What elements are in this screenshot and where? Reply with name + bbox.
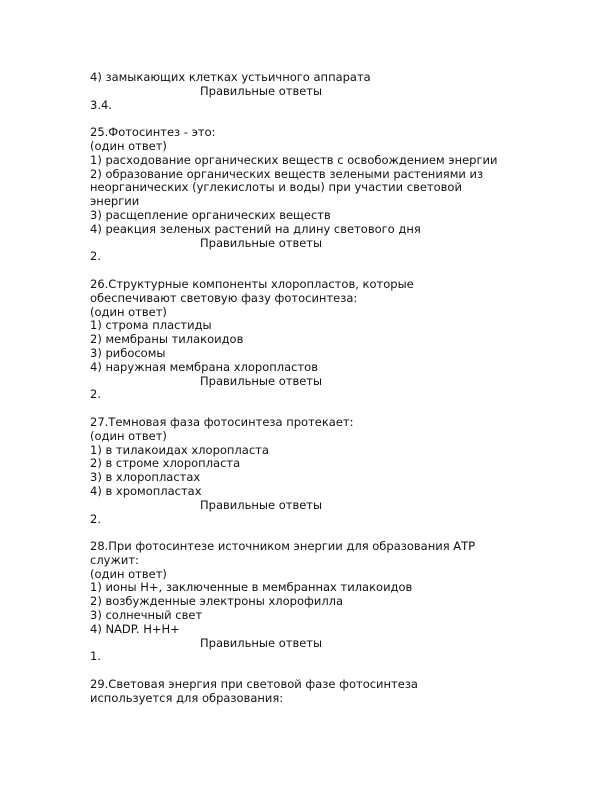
option-line: 4) наружная мембрана хлоропластов (90, 359, 318, 374)
answer-mode: (один ответ) (90, 566, 167, 581)
answers-heading: Правильные ответы (200, 373, 323, 388)
question-title: обеспечивают световую фазу фотосинтеза: (90, 290, 358, 305)
option-line: 2) мембраны тилакоидов (90, 332, 244, 347)
option-line: 4) замыкающих клетках устьичного аппарата (90, 70, 371, 84)
option-line: 2) возбужденные электроны хлорофилла (90, 594, 344, 609)
question-title: используется для образования: (90, 690, 284, 705)
question-title: 26.Структурные компоненты хлоропластов, которые (90, 276, 414, 291)
answer-mode: (один ответ) (90, 304, 167, 319)
answer-mode: (один ответ) (90, 428, 167, 443)
answer-value: 2. (90, 511, 101, 526)
option-line: 2) в строме хлоропласта (90, 456, 241, 471)
option-line: 1) в тилакоидах хлоропласта (90, 442, 269, 457)
option-line: 4) в хромопластах (90, 483, 202, 498)
answer-value: 1. (90, 649, 101, 664)
answers-heading: Правильные ответы (200, 235, 323, 250)
document-page (90, 71, 530, 706)
option-line: 1) расходование органических веществ с освобождением энергии (90, 152, 498, 167)
question-title: служит: (90, 552, 139, 567)
answers-heading: Правильные ответы (200, 635, 323, 650)
option-line: 3) расщепление органических веществ (90, 207, 331, 222)
question-title: 29.Световая энергия при световой фазе фотосинтеза (90, 677, 418, 692)
question-block (90, 278, 530, 402)
question-title: 27.Темновая фаза фотосинтеза протекает: (90, 414, 354, 429)
option-line: 1) ионы Н+, заключенные в мембраннах тилакоидов (90, 580, 413, 595)
option-line: 1) строма пластиды (90, 318, 212, 333)
option-line: 2) образование органических веществ зелеными растениями из (90, 166, 484, 181)
question-block (90, 416, 530, 526)
option-line: 4) реакция зеленых растений на длину светового дня (90, 221, 421, 236)
option-line: неорганических (углекислоты и воды) при участии световой (90, 180, 462, 195)
answer-value: 2. (90, 249, 101, 264)
question-block (90, 678, 530, 706)
question-block (90, 540, 530, 664)
answers-heading: Правильные ответы (200, 83, 323, 98)
answer-mode: (один ответ) (90, 138, 167, 153)
option-line: 3) рибосомы (90, 345, 166, 360)
answer-value: 3.4. (90, 97, 112, 112)
option-line: 3) солнечный свет (90, 608, 203, 623)
question-block (90, 126, 530, 264)
option-line: 4) NADP. H+H+ (90, 621, 180, 636)
answers-heading: Правильные ответы (200, 497, 323, 512)
question-title: 25.Фотосинтез - это: (90, 125, 216, 140)
question-title: 28.При фотосинтезе источником энергии для образования АТР (90, 539, 476, 554)
option-line: энергии (90, 194, 140, 209)
answer-value: 2. (90, 387, 101, 402)
option-line: 3) в хлоропластах (90, 470, 201, 485)
